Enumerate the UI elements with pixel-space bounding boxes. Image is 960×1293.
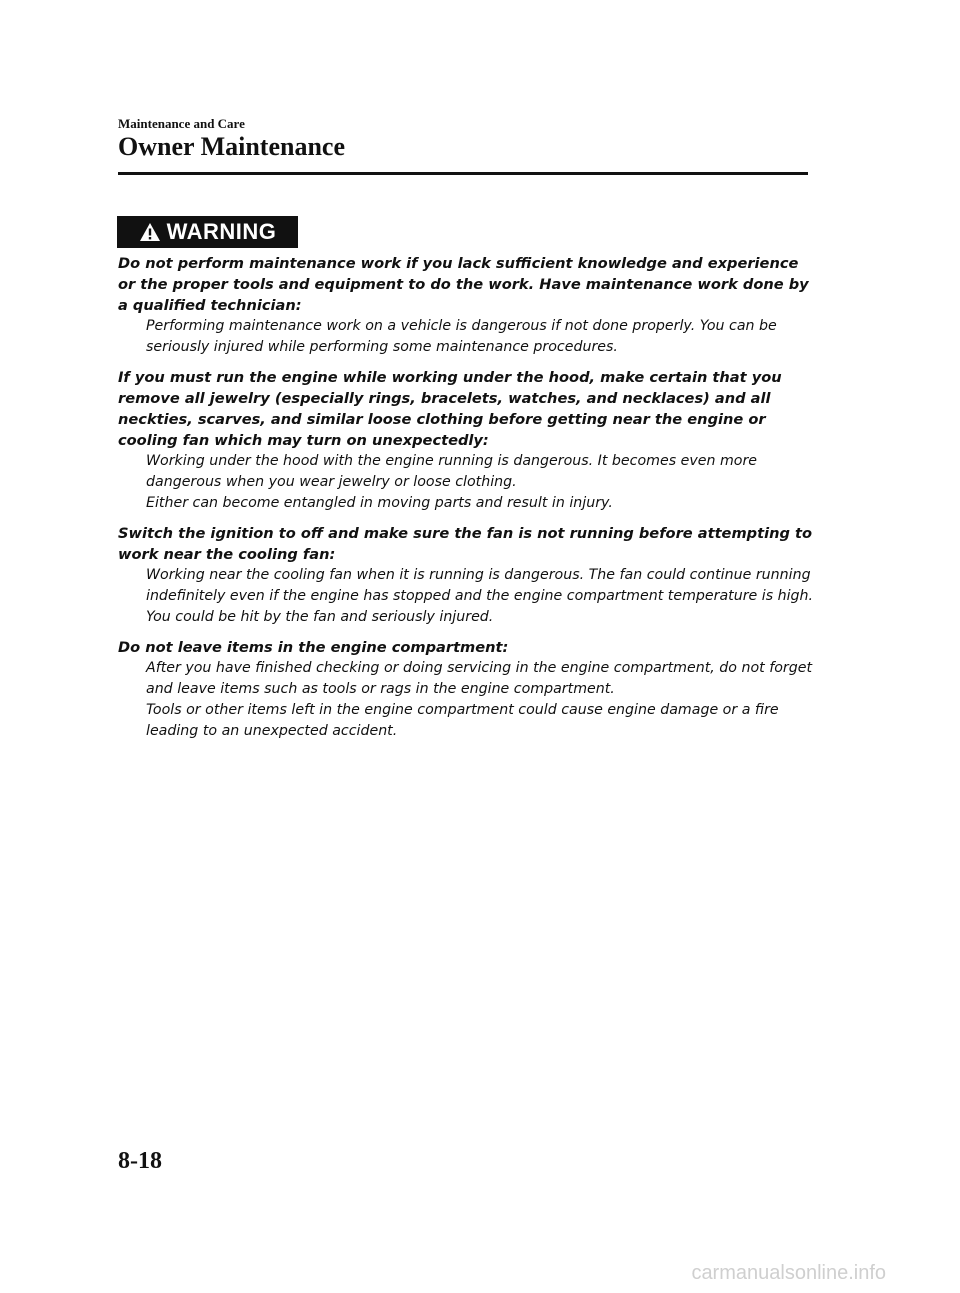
warning-item-text: Performing maintenance work on a vehicle is dangerous if not done properly. You can be seriously injured while performing some maintenance procedures.: [146, 318, 777, 355]
footer-watermark[interactable]: carmanualsonline.info: [691, 1262, 886, 1284]
warning-item-heading: Do not perform maintenance work if you lack sufficient knowledge and experience or the proper tools and equipment to do the work. Have maintenance work done by a qualified technician:: [118, 255, 809, 314]
warning-item-text: After you have finished checking or doing servicing in the engine compartment, do not forget and leave items such as tools or rags in the engine compartment.: [146, 660, 813, 697]
page-number: 8-18: [118, 1148, 162, 1174]
warning-item-text: Tools or other items left in the engine compartment could cause engine damage or a fire leading to an unexpected accident.: [146, 702, 779, 739]
warning-triangle-icon: [139, 222, 161, 242]
page-title: Owner Maintenance: [118, 132, 345, 161]
warning-item-text: Working near the cooling fan when it is running is dangerous. The fan could continue running indefinitely even if the engine has stopped and the engine compartment temperature is high. You could be hit by the fan and seriously injured.: [146, 567, 814, 625]
warning-item: [118, 367, 818, 514]
warning-badge: [117, 216, 298, 248]
warning-item: [118, 523, 818, 628]
warning-item-text: Working under the hood with the engine running is dangerous. It becomes even more dangerous when you wear jewelry or loose clothing.: [146, 453, 758, 490]
warning-item-heading: Switch the ignition to off and make sure the fan is not running before attempting to work near the cooling fan:: [118, 525, 813, 563]
warning-item-heading: If you must run the engine while working under the hood, make certain that you remove all jewelry (especially rings, bracelets, watches, and necklaces) and all neckties, scarves, and similar loose clothing before getting near the engine or cooling fan which may turn on unexpectedly:: [118, 369, 782, 449]
warning-item-heading: Do not leave items in the engine compartment:: [118, 639, 509, 656]
warning-item-text: Either can become entangled in moving parts and result in injury.: [146, 495, 613, 511]
warning-label: WARNING: [166, 219, 277, 244]
warning-item: [118, 253, 818, 358]
title-divider: [118, 172, 808, 175]
warning-item: [118, 637, 818, 742]
warning-body: [118, 253, 818, 751]
section-label: Maintenance and Care: [118, 116, 245, 131]
